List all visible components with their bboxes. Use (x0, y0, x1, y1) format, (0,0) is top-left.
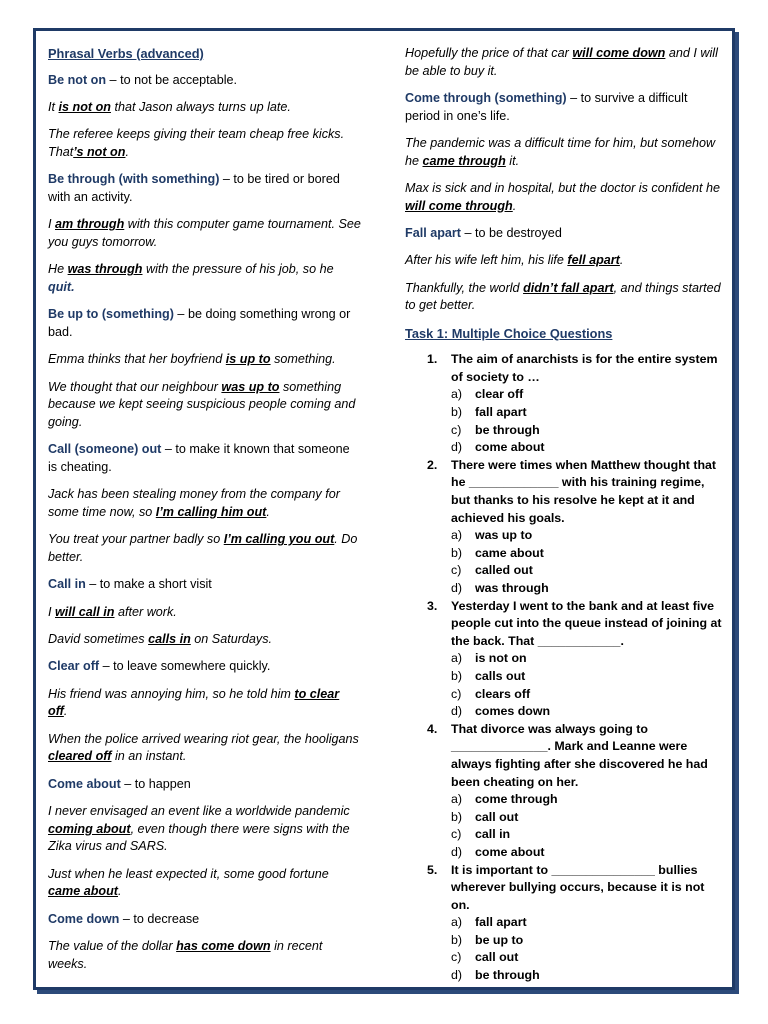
example: It is not on that Jason always turns up late. (48, 99, 291, 114)
task-title: Task 1: Multiple Choice Questions (405, 325, 613, 341)
example: Hopefully the price of that car will come down and I will be able to buy it. (405, 46, 718, 78)
option: c) call out (451, 950, 519, 965)
option: c) call in (451, 827, 511, 842)
question-text: That divorce was always going to ______________. Mark and Leanne were always fighting after she discovered he had been cheating on her. (451, 721, 708, 789)
example: When the police arrived wearing riot gear, the hooligans cleared off in an instant. (48, 731, 359, 764)
question-1: 1. The aim of anarchists is for the entire system of society to … a) clear off b) fall apart c) be through d) come about (427, 351, 725, 457)
option: d) come about (451, 844, 545, 859)
option: a) clear off (451, 387, 524, 402)
definition-be-up-to: Be up to (something) – be doing something wrong or bad. (48, 307, 351, 339)
option: d) be through (451, 968, 540, 983)
option: c) called out (451, 563, 533, 578)
question-text: Yesterday I went to the bank and at least five people cut into the queue instead of joining at the back. That ____________. (451, 598, 722, 648)
example: David sometimes calls in on Saturdays. (48, 632, 273, 646)
example: I am through with this computer game tournament. See you guys tomorrow. (48, 217, 361, 249)
option: b) came about (451, 545, 544, 560)
question-3: 3. Yesterday I went to the bank and at least five people cut into the queue instead of joining at the back. That ____________. a) is not on b) calls out c) clears off d) comes down (427, 598, 725, 721)
definition-call-in: Call in – to make a short visit (48, 577, 212, 592)
definition-come-about: Come about – to happen (48, 776, 191, 791)
example: Thankfully, the world didn’t fall apart, and things started to get better. (405, 280, 721, 313)
page-frame (33, 28, 735, 990)
question-text: It is important to _______________ bullies wherever bullying occurs, because it is not on. (451, 862, 705, 912)
option: a) was up to (451, 528, 533, 543)
definition-fall-apart: Fall apart – to be destroyed (405, 225, 562, 240)
option-list (451, 527, 725, 597)
page-title: Phrasal Verbs (advanced) (48, 46, 204, 61)
example: I will call in after work. (48, 604, 177, 619)
definition-be-through: Be through (with something) – to be tired or bored with an activity. (48, 172, 340, 204)
option: d) come about (451, 440, 545, 455)
option-list (451, 386, 725, 456)
example: The pandemic was a difficult time for him, but somehow he came through it. (405, 135, 716, 168)
option-list (451, 914, 725, 984)
question-5: 5. It is important to _______________ bullies wherever bullying occurs, because it is not on. a) fall apart b) be up to c) call out d) be through (427, 862, 725, 985)
example: You treat your partner badly so I’m calling you out. Do better. (48, 532, 358, 564)
example: I never envisaged an event like a worldwide pandemic coming about, even though there were signs with the Zika virus and SARS. (48, 804, 350, 854)
option-list (451, 791, 725, 861)
question-list (427, 351, 725, 984)
example: His friend was annoying him, so he told him to clear off. (48, 686, 340, 719)
option: b) be up to (451, 932, 524, 947)
example: He was through with the pressure of his job, so he quit. (48, 262, 334, 294)
example: The referee keeps giving their team cheap free kicks. That’s not on. (48, 127, 345, 159)
example: The value of the dollar has come down in recent weeks. (48, 939, 323, 971)
option: a) fall apart (451, 915, 527, 930)
example: After his wife left him, his life fell apart. (405, 253, 624, 268)
option: d) was through (451, 581, 549, 596)
example: Jack has been stealing money from the company for some time now, so I’m calling him out. (48, 487, 340, 519)
option: c) be through (451, 422, 540, 437)
option: a) is not on (451, 651, 527, 666)
left-column (48, 45, 362, 983)
option: b) call out (451, 809, 519, 824)
option: a) come through (451, 792, 558, 807)
example: Emma thinks that her boyfriend is up to something. (48, 352, 336, 367)
right-column (405, 45, 725, 985)
question-text: There were times when Matthew thought that he _____________ with his training regime, but thanks to his resolve he kept at it and achieved his goals. (451, 457, 717, 525)
example: We thought that our neighbour was up to something because we kept seeing suspicious people coming and going. (48, 379, 356, 429)
definition-come-down: Come down – to decrease (48, 911, 200, 926)
definition-be-not-on: Be not on – to not be acceptable. (48, 72, 237, 87)
question-4: 4. That divorce was always going to ______________. Mark and Leanne were always fighting after she discovered he had been cheating on her. a) come through b) call out c) call in d) come about (427, 721, 725, 862)
question-text: The aim of anarchists is for the entire system of society to … (451, 352, 718, 384)
option: b) calls out (451, 668, 526, 683)
question-2: 2. There were times when Matthew thought that he _____________ with his training regime, but thanks to his resolve he kept at it and achieved his goals. a) was up to b) came about c) called out d) was through (427, 457, 725, 598)
definition-come-through: Come through (something) – to survive a difficult period in one’s life. (405, 90, 688, 123)
definition-clear-off: Clear off – to leave somewhere quickly. (48, 659, 271, 674)
example: Max is sick and in hospital, but the doctor is confident he will come through. (405, 180, 721, 213)
option: c) clears off (451, 686, 531, 701)
option-list (451, 650, 725, 720)
example: Just when he least expected it, some good fortune came about. (48, 866, 329, 899)
option: b) fall apart (451, 405, 527, 420)
option: d) comes down (451, 704, 551, 719)
definition-call-out: Call (someone) out – to make it known that someone is cheating. (48, 442, 350, 474)
